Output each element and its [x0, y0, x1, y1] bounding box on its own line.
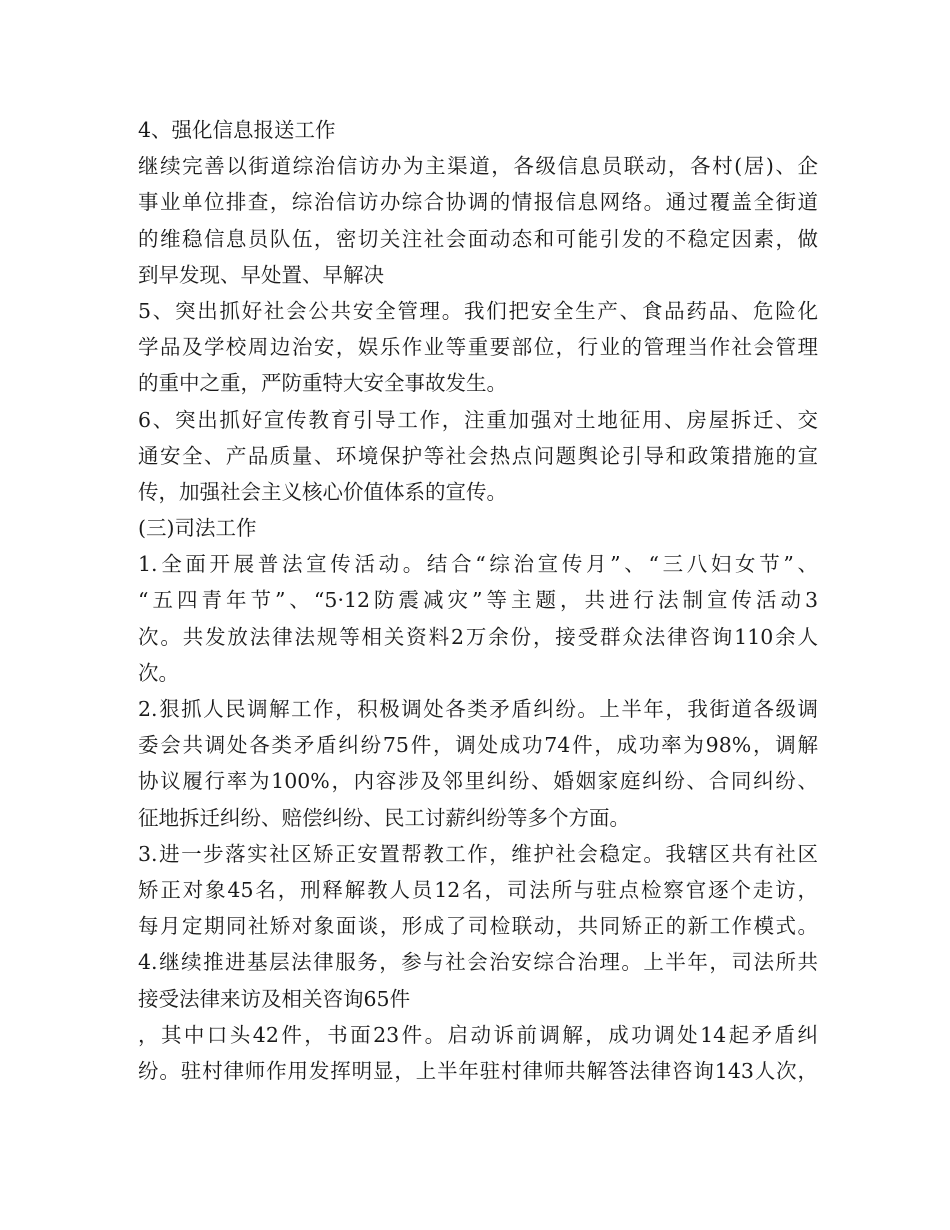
text-line: 协议履行率为100%，内容涉及邻里纠纷、婚姻家庭纠纷、合同纠纷、 [138, 769, 818, 794]
text-line: (三)司法工作 [138, 516, 257, 541]
text-line: “五四青年节”、“5·12防震减灾”等主题，共进行法制宣传活动3 [138, 588, 818, 613]
text-line: 的重中之重，严防重特大安全事故发生。 [138, 371, 507, 396]
text-line: 1.全面开展普法宣传活动。结合“综治宣传月”、“三八妇女节”、 [138, 552, 818, 577]
document-body [138, 112, 818, 1089]
text-line: 3.进一步落实社区矫正安置帮教工作，维护社会稳定。我辖区共有社区 [138, 841, 818, 866]
text-line: 学品及学校周边治安，娱乐作业等重要部位，行业的管理当作社会管理 [138, 335, 818, 360]
text-line: 6、突出抓好宣传教育引导工作，注重加强对土地征用、房屋拆迁、交 [138, 407, 818, 432]
text-line: 到早发现、早处置、早解决 [138, 262, 384, 287]
text-line: 4.继续推进基层法律服务，参与社会治安综合治理。上半年，司法所共 [138, 950, 818, 975]
text-line: 次。共发放法律法规等相关资料2万余份，接受群众法律咨询110余人 [138, 624, 818, 649]
text-line: 2.狠抓人民调解工作，积极调处各类矛盾纠纷。上半年，我街道各级调 [138, 697, 818, 721]
text-line: 继续完善以街道综治信访办为主渠道，各级信息员联动，各村(居)、企 [138, 154, 818, 179]
text-line: 接受法律来访及相关咨询65件 [138, 986, 411, 1011]
text-line: 纷。驻村律师作用发挥明显，上半年驻村律师共解答法律咨询143人次， [138, 1058, 818, 1083]
text-line: 每月定期同社矫对象面谈，形成了司检联动，共同矫正的新工作模式。 [138, 914, 818, 939]
text-line: 通安全、产品质量、环境保护等社会热点问题舆论引导和政策措施的宣 [138, 443, 818, 468]
text-line: 5、突出抓好社会公共安全管理。我们把安全生产、食品药品、危险化 [138, 298, 818, 323]
text-line: 次。 [138, 660, 179, 685]
text-line: 矫正对象45名，刑释解教人员12名，司法所与驻点检察官逐个走访， [138, 877, 818, 902]
text-line: 4、强化信息报送工作 [138, 118, 336, 142]
text-line: 传，加强社会主义核心价值体系的宣传。 [138, 479, 507, 504]
text-line: 征地拆迁纠纷、赔偿纠纷、民工讨薪纠纷等多个方面。 [138, 805, 630, 830]
text-line: 的维稳信息员队伍，密切关注社会面动态和可能引发的不稳定因素，做 [138, 226, 818, 251]
text-line: ，其中口头42件，书面23件。启动诉前调解，成功调处14起矛盾纠 [138, 1022, 818, 1047]
text-line: 委会共调处各类矛盾纠纷75件，调处成功74件，成功率为98%，调解 [138, 733, 818, 758]
text-line: 事业单位排查，综治信访办综合协调的情报信息网络。通过覆盖全街道 [138, 190, 818, 215]
